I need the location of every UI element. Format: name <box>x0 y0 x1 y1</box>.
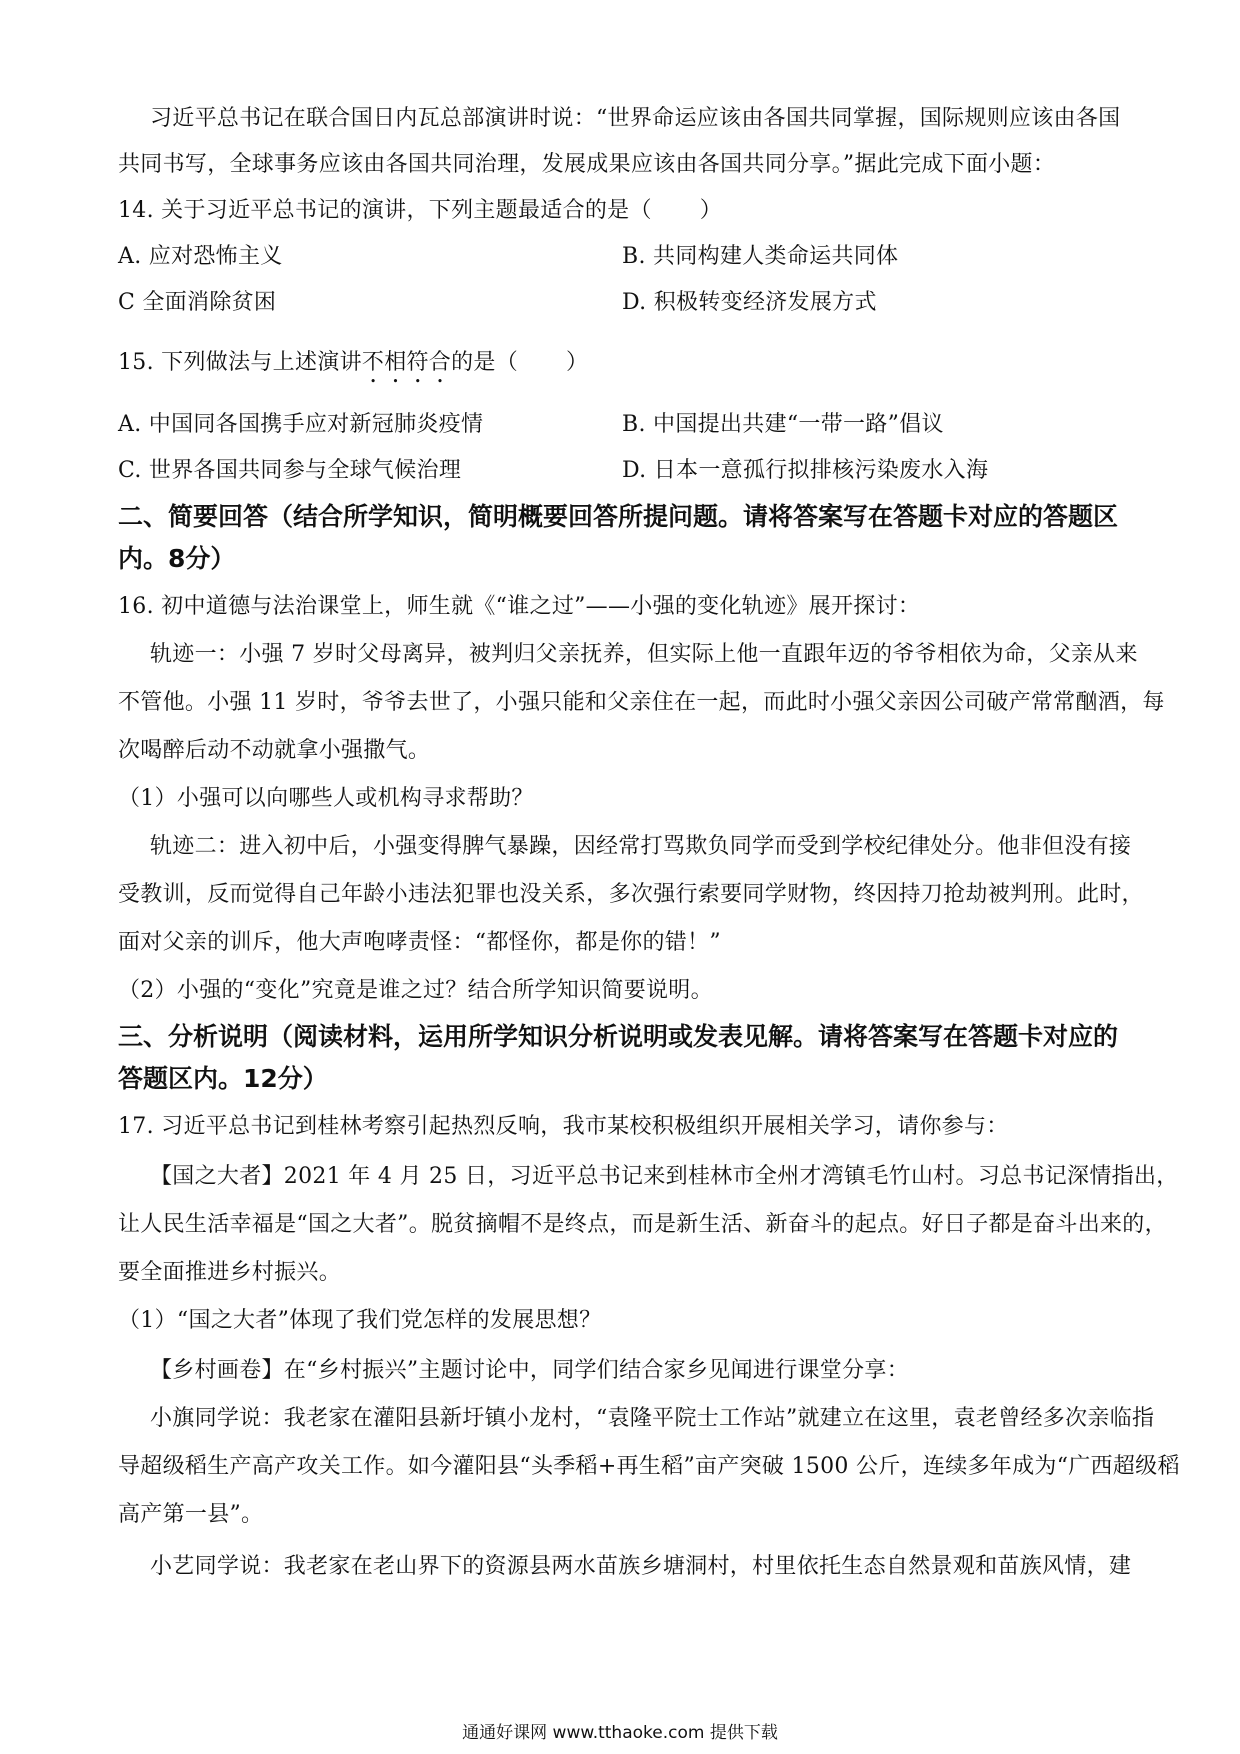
q16-track2-line-3: 面对父亲的训斥，他大声咆哮责怪：“都怪你，都是你的错！” <box>118 930 721 955</box>
option-14-c: C 全面消除贫困 <box>118 290 277 315</box>
q16-track2-line-2: 受教训，反而觉得自己年龄小违法犯罪也没关系，多次强行索要同学财物，终因持刀抢劫被判刑。此时， <box>118 882 1144 907</box>
question-14-text: 14. 关于习近平总书记的演讲，下列主题最适合的是（ <box>118 198 652 223</box>
question-15-emphasis: 不相符合 <box>361 350 452 375</box>
question-15-text-pre: 15. 下列做法与上述演讲 <box>118 350 362 375</box>
section-2-heading-line-2: 内。8分） <box>118 544 236 573</box>
question-14-stem <box>118 196 722 226</box>
q16-track2-line-1: 轨迹二：进入初中后，小强变得脾气暴躁，因经常打骂欺负同学而受到学校纪律处分。他非但没有接 <box>150 834 1132 859</box>
q17-share1-line-1: 小旗同学说：我老家在灌阳县新圩镇小龙村，“袁隆平院士工作站”就建立在这里，袁老曾经多次亲临指 <box>150 1406 1155 1431</box>
option-15-a: A. 中国同各国携手应对新冠肺炎疫情 <box>118 412 484 437</box>
option-14-a: A. 应对恐怖主义 <box>118 244 283 269</box>
section-3-heading-line-1: 三、分析说明（阅读材料，运用所学知识分析说明或发表见解。请将答案写在答题卡对应的 <box>118 1022 1119 1051</box>
option-14-d: D. 积极转变经济发展方式 <box>622 290 877 315</box>
q16-subquestion-1: （1）小强可以向哪些人或机构寻求帮助？ <box>118 786 534 811</box>
option-14-b: B. 共同构建人类命运共同体 <box>622 244 899 269</box>
question-16-stem: 16. 初中道德与法治课堂上，师生就《“谁之过”——小强的变化轨迹》展开探讨： <box>118 594 921 619</box>
q16-subquestion-2: （2）小强的“变化”究竟是谁之过？结合所学知识简要说明。 <box>118 978 713 1003</box>
section-2-heading-line-1: 二、简要回答（结合所学知识，简明概要回答所提问题。请将答案写在答题卡对应的答题区 <box>118 502 1119 531</box>
intro-line-1: 习近平总书记在联合国日内瓦总部演讲时说：“世界命运应该由各国共同掌握，国际规则应该由各国 <box>150 106 1121 131</box>
option-15-d: D. 日本一意孤行拟排核污染废水入海 <box>622 458 989 483</box>
q17-subquestion-1: （1）“国之大者”体现了我们党怎样的发展思想？ <box>118 1308 602 1333</box>
q17-material2-heading: 【乡村画卷】在“乡村振兴”主题讨论中，同学们结合家乡见闻进行课堂分享： <box>150 1358 909 1383</box>
question-15-text-post: 的是（ <box>451 350 518 375</box>
q16-track1-line-1: 轨迹一：小强 7 岁时父母离异，被判归父亲抚养，但实际上他一直跟年迈的爷爷相依为命，父亲从来 <box>150 642 1138 667</box>
q17-material1-line-1: 【国之大者】2021 年 4 月 25 日，习近平总书记来到桂林市全州才湾镇毛竹山村。习总书记深情指出， <box>150 1164 1179 1189</box>
option-15-b: B. 中国提出共建“一带一路”倡议 <box>622 412 944 437</box>
q16-track1-line-2: 不管他。小强 11 岁时，爷爷去世了，小强只能和父亲住在一起，而此时小强父亲因公司破产常常酗酒，每 <box>118 690 1165 715</box>
intro-line-2: 共同书写，全球事务应该由各国共同治理，发展成果应该由各国共同分享。”据此完成下面小题： <box>118 152 1056 177</box>
section-3-heading-line-2: 答题区内。12分） <box>118 1064 328 1093</box>
q17-share1-line-2: 导超级稻生产高产攻关工作。如今灌阳县“头季稻+再生稻”亩产突破 1500 公斤，连续多年成为“广西超级稻 <box>118 1454 1180 1479</box>
q17-share2-line-1: 小艺同学说：我老家在老山界下的资源县两水苗族乡塘洞村，村里依托生态自然景观和苗族风情，建 <box>150 1554 1132 1579</box>
question-15-close-paren: ） <box>566 350 589 375</box>
option-15-c: C. 世界各国共同参与全球气候治理 <box>118 458 462 483</box>
q17-material1-line-2: 让人民生活幸福是“国之大者”。脱贫摘帽不是终点，而是新生活、新奋斗的起点。好日子都是奋斗出来的， <box>118 1212 1167 1237</box>
q17-material1-line-3: 要全面推进乡村振兴。 <box>118 1260 342 1285</box>
question-14-close-paren: ） <box>699 198 723 223</box>
page-footer: 通通好课网 www.tthaoke.com 提供下载 <box>462 1723 778 1743</box>
q16-track1-line-3: 次喝醉后动不动就拿小强撒气。 <box>118 738 431 763</box>
question-15-stem <box>118 348 588 388</box>
question-17-stem: 17. 习近平总书记到桂林考察引起热烈反响，我市某校积极组织开展相关学习，请你参与： <box>118 1114 1009 1139</box>
q17-share1-line-3: 高产第一县”。 <box>118 1502 264 1527</box>
